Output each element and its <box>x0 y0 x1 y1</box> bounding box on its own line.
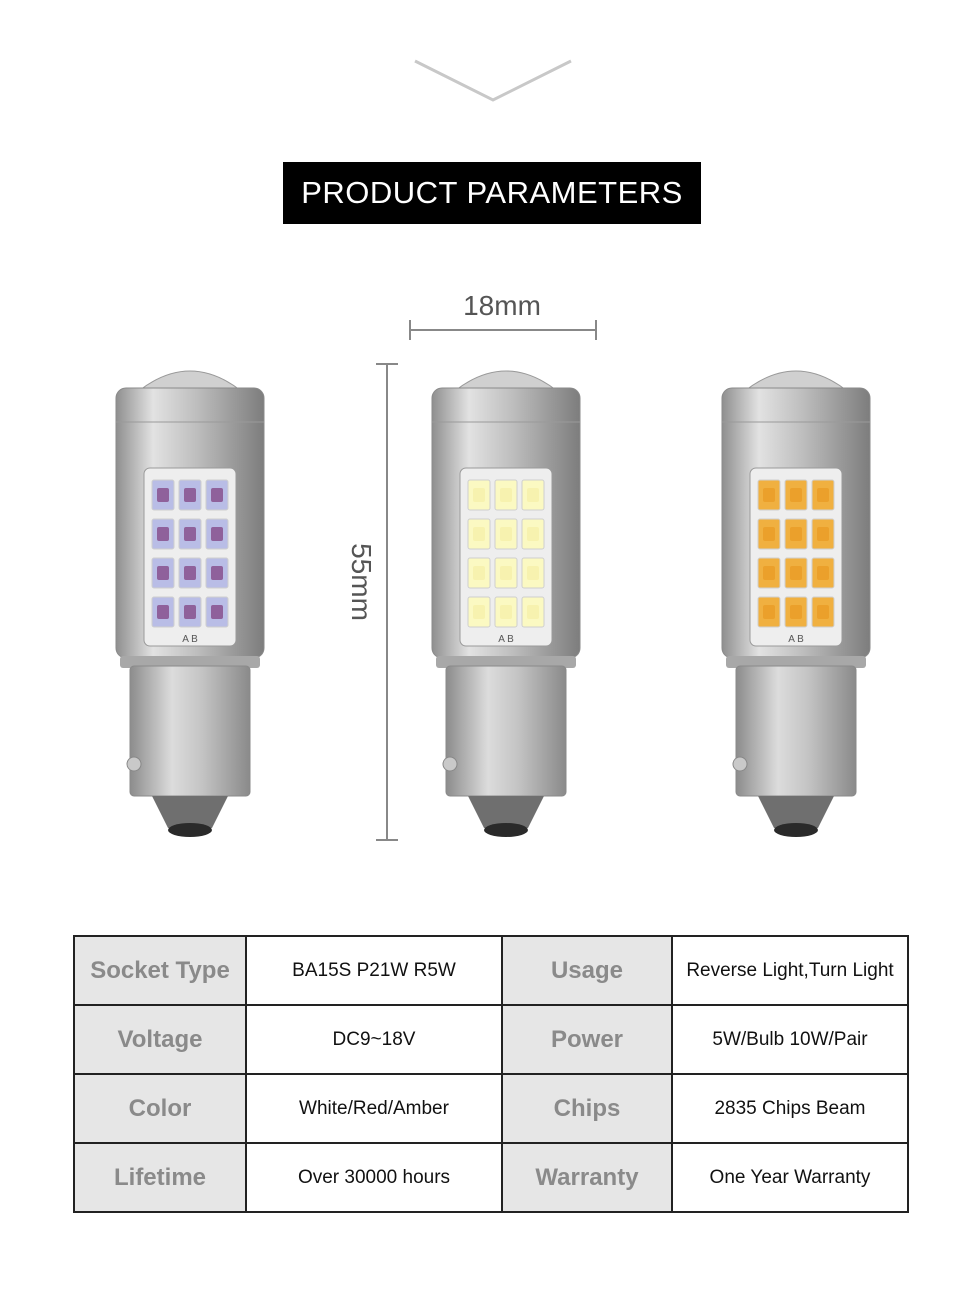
width-dimension-line <box>408 316 598 344</box>
socket-type-label: Socket Type <box>74 936 246 1005</box>
width-dimension-label: 18mm <box>463 290 541 321</box>
table-row <box>74 1005 908 1074</box>
section-title-text: PRODUCT PARAMETERS <box>301 175 683 210</box>
warranty-value: One Year Warranty <box>672 1143 908 1212</box>
voltage-label: Voltage <box>74 1005 246 1074</box>
red-led-bulb-image <box>100 360 280 840</box>
usage-label: Usage <box>502 936 672 1005</box>
color-value: White/Red/Amber <box>246 1074 502 1143</box>
chips-value: 2835 Chips Beam <box>672 1074 908 1143</box>
section-title <box>283 162 701 224</box>
power-label: Power <box>502 1005 672 1074</box>
white-led-bulb-image <box>416 360 596 840</box>
color-label: Color <box>74 1074 246 1143</box>
table-row <box>74 1074 908 1143</box>
socket-type-value: BA15S P21W R5W <box>246 936 502 1005</box>
chevron-down-icon <box>412 58 574 104</box>
power-value: 5W/Bulb 10W/Pair <box>672 1005 908 1074</box>
table-row <box>74 1143 908 1212</box>
amber-led-bulb-image <box>706 360 886 840</box>
svg-text:A B: A B <box>182 634 198 645</box>
lifetime-label: Lifetime <box>74 1143 246 1212</box>
svg-text:A B: A B <box>498 634 514 645</box>
usage-value: Reverse Light,Turn Light <box>672 936 908 1005</box>
height-dimension-label: 55mm <box>346 543 377 621</box>
lifetime-value: Over 30000 hours <box>246 1143 502 1212</box>
voltage-value: DC9~18V <box>246 1005 502 1074</box>
svg-text:A B: A B <box>788 634 804 645</box>
table-row <box>74 936 908 1005</box>
product-parameters-table <box>73 935 909 1213</box>
warranty-label: Warranty <box>502 1143 672 1212</box>
chips-label: Chips <box>502 1074 672 1143</box>
